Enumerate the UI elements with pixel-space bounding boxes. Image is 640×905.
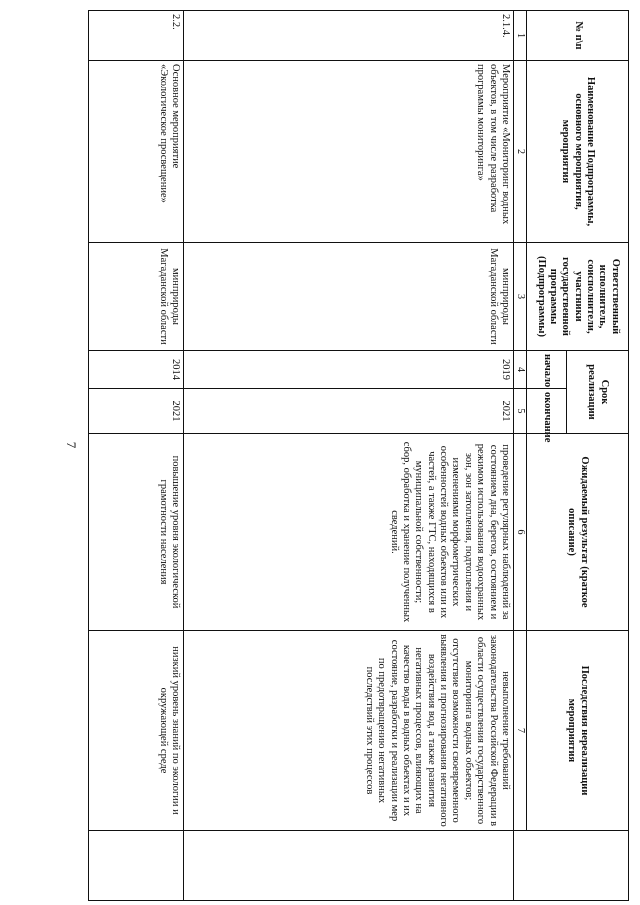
- non-implementation-consequences: [184, 631, 514, 831]
- expected-result: [89, 434, 184, 631]
- consequence-item: невыполнение требований законодательства Российской Федерации в области осуществления государственного мониторинга водных объектов;: [462, 634, 511, 827]
- expected-result: [184, 434, 514, 631]
- header-term: Срок реализации: [567, 351, 629, 434]
- start-year: 2019: [184, 351, 514, 389]
- result-item: повышение уровня экологической грамотности населения: [157, 455, 181, 609]
- empty-right-column: [514, 831, 629, 901]
- column-number-row: [514, 11, 527, 901]
- header-end: окончание: [527, 389, 567, 434]
- consequence-item: низкий уровень знаний по экологии и окружающей среде: [157, 646, 181, 815]
- program-measures-table: [88, 10, 629, 901]
- result-item: сбор, обработка и хранение полученных сведений.: [388, 441, 412, 623]
- column-number: 4: [514, 351, 527, 389]
- consequence-item: отсутствие возможности своевременного выявления и прогнозирования негативного воздействия вод, а также развития негативных процессов, влияющих на качество воды в водных объектах и их состояние, разработки и реализации мер по предотвращению негативных последствий этих процессов: [363, 634, 462, 827]
- column-number: 2: [514, 61, 527, 243]
- end-year: 2021: [184, 389, 514, 434]
- column-number: 7: [514, 631, 527, 831]
- measure-name: Мероприятие «Мониторинг водных объектов, в том числе разработка программы мониторинга»: [184, 61, 514, 243]
- rotated-table-wrapper: [88, 10, 629, 900]
- responsible-executor: минприроды Магаданской области: [89, 243, 184, 351]
- row-number: 2.2.: [89, 11, 184, 61]
- header-name: Наименование Подпрограммы, основного мероприятия, мероприятия: [527, 61, 629, 243]
- empty-cell: [89, 831, 184, 901]
- table-row: [89, 11, 184, 901]
- column-number: 1: [514, 11, 527, 61]
- end-year: 2021: [89, 389, 184, 434]
- header-result: Ожидаемый результат (краткое описание): [527, 434, 629, 631]
- column-number: 6: [514, 434, 527, 631]
- header-start: начало: [527, 351, 567, 389]
- measure-name: Основное мероприятие «Экологическое просвещение»: [89, 61, 184, 243]
- responsible-executor: минприроды Магаданской области: [184, 243, 514, 351]
- column-number: 3: [514, 243, 527, 351]
- header-num: № п\п: [527, 11, 629, 61]
- empty-cell: [184, 831, 514, 901]
- page-number: 7: [64, 441, 79, 449]
- header-responsible: Ответственный исполнитель, соисполнители, участники государственной программы (Подпрограммы): [527, 243, 629, 351]
- header-consequences: Последствия нереализации мероприятия: [527, 631, 629, 831]
- result-item: проведение регулярных наблюдений за состоянием дна, берегов, состоянием и режимом использования водоохранных зон, зон затопления, подтопления и изменениями морфометрических особенностей водных объектов или их частей, а также ГТС, находящихся в муниципальной собственности;: [413, 443, 511, 621]
- table-row: [184, 11, 514, 901]
- row-number: 2.1.4.: [184, 11, 514, 61]
- column-number: 5: [514, 389, 527, 434]
- start-year: 2014: [89, 351, 184, 389]
- header-row: [567, 11, 629, 901]
- non-implementation-consequences: [89, 631, 184, 831]
